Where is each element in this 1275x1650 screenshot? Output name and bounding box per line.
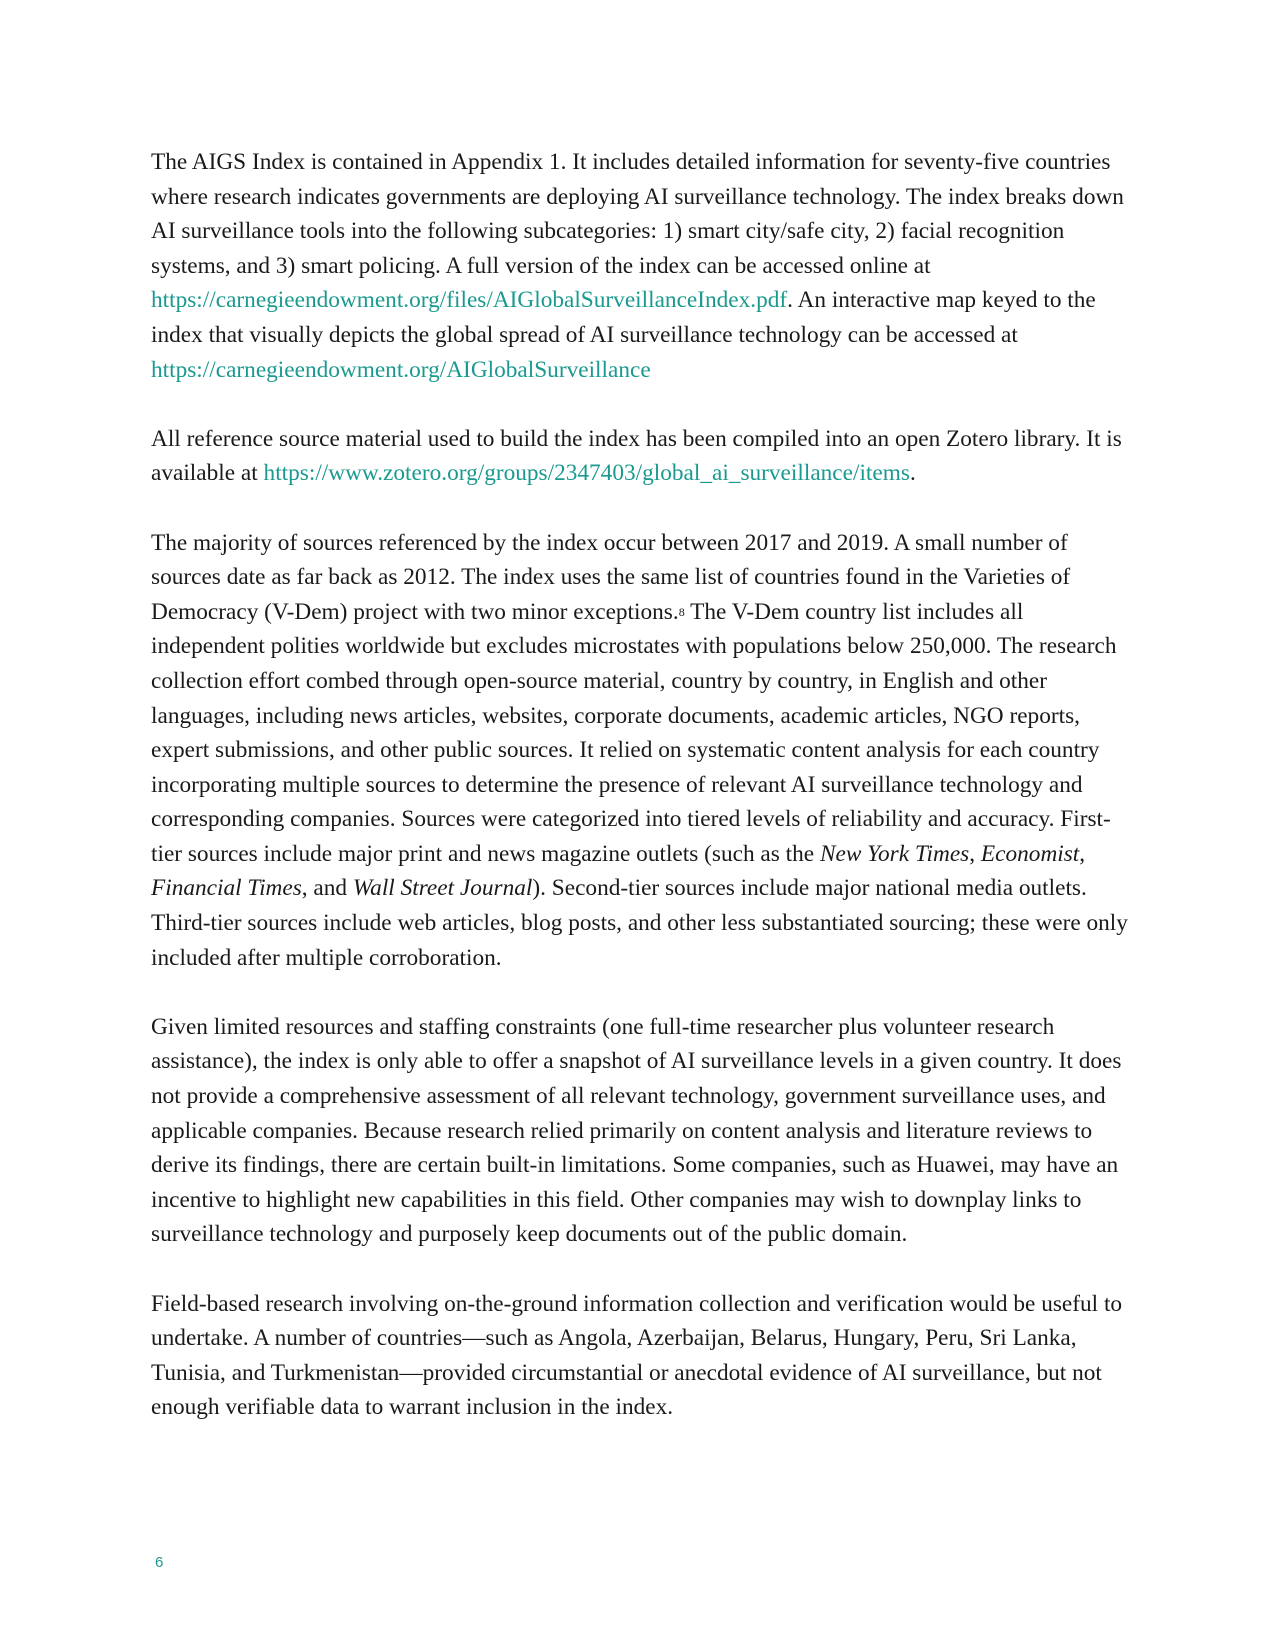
publication-title: New York Times [819, 840, 970, 867]
paragraph-text: The V-Dem country list includes all independent polities worldwide but excludes microstates with populations below 250,000. The research collection effort combed through open-source material, country by country, in English and other languages, including news articles, websites, corporate documents, academic articles, NGO reports, expert submissions, and other public sources. It relied on systematic content analysis for each country incorporating multiple sources to determine the presence of relevant AI surveillance technology and corresponding companies. Sources were categorized into tiered levels of reliability and accuracy. First-tier sources include major print and news magazine outlets (such as the [151, 598, 1117, 867]
separator-text: , and [301, 875, 353, 902]
paragraph-text: ). Second-tier sources include major national media outlets. Third-tier sources include web articles, blog posts, and other less substantiated sourcing; these were only included after multiple corroboration. [151, 875, 1128, 971]
separator-text: , [1079, 840, 1086, 867]
paragraph-text: The AIGS Index is contained in Appendix 1. It includes detailed information for seventy-five countries where research indicates governments are deploying AI surveillance technology. The index breaks down AI surveillance tools into the following subcategories: 1) smart city/safe city, 2) facial recognition systems, and 3) smart policing. A full version of the index can be accessed online at [151, 149, 1124, 279]
page-body [151, 145, 1141, 1460]
separator-text: , [969, 840, 981, 867]
paragraph-index-overview [151, 145, 1141, 387]
paragraph-text: . [909, 460, 916, 487]
paragraph-text: The majority of sources referenced by the index occur between 2017 and 2019. A small number of sources date as far back as 2012. The index uses the same list of countries found in the Varieties of Democracy (V-Dem) project with two minor exceptions. [151, 529, 1071, 625]
publication-title: Financial Times [151, 875, 302, 902]
page-number: 6 [155, 1554, 164, 1571]
publication-title: Wall Street Journal [352, 875, 533, 902]
publication-title: Economist [980, 840, 1080, 867]
footnote-marker: 8 [678, 604, 685, 619]
paragraph-text: . An interactive map keyed to the index that visually depicts the global spread of AI surveillance technology can be accessed at [151, 287, 1096, 348]
paragraph-sources [151, 526, 1141, 976]
interactive-map-link[interactable]: https://carnegieendowment.org/AIGlobalSurveillance [151, 356, 651, 383]
paragraph-zotero [151, 422, 1141, 491]
paragraph-field-research: Field-based research involving on-the-ground information collection and verification would be useful to undertake. A number of countries—such as Angola, Azerbaijan, Belarus, Hungary, Peru, Sri Lanka, Tunisia, and Turkmenistan—provided circumstantial or anecdotal evidence of AI surveillance, but not enough verifiable data to warrant inclusion in the index. [151, 1290, 1123, 1421]
index-pdf-link[interactable]: https://carnegieendowment.org/files/AIGlobalSurveillanceIndex.pdf [151, 287, 788, 314]
paragraph-text: All reference source material used to build the index has been compiled into an open Zotero library. It is available at [151, 425, 1122, 487]
paragraph-limitations: Given limited resources and staffing constraints (one full-time researcher plus volunteer research assistance), the index is only able to offer a snapshot of AI surveillance levels in a given country. It does not provide a comprehensive assessment of all relevant technology, government surveillance uses, and applicable companies. Because research relied primarily on content analysis and literature reviews to derive its findings, there are certain built-in limitations. Some companies, such as Huawei, may have an incentive to highlight new capabilities in this field. Other companies may wish to downplay links to surveillance technology and purposely keep documents out of the public domain. [151, 1013, 1122, 1248]
zotero-library-link[interactable]: https://www.zotero.org/groups/2347403/global_ai_surveillance/items [263, 460, 910, 487]
